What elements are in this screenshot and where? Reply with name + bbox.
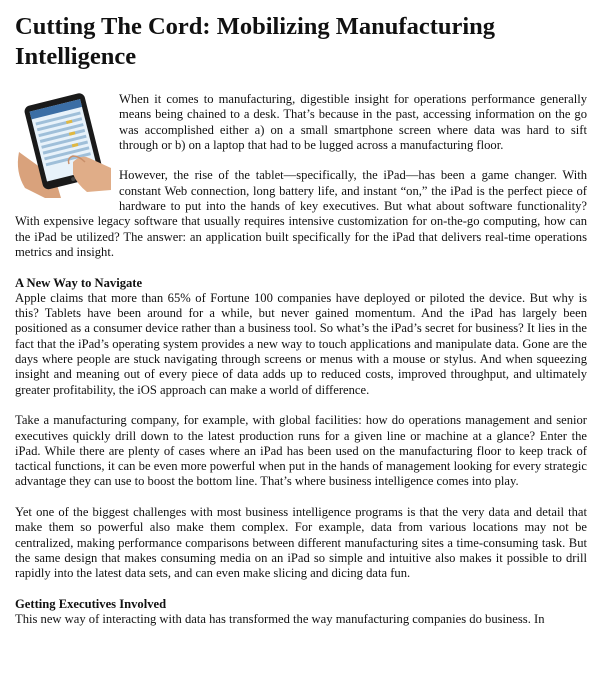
paragraph-4: Take a manufacturing company, for example, with global facilities: how do operations management and senior executives quickly drill down to the latest production runs for a given line or machine at a glance? Enter the iPad. While there are plenty of cases where an iPad has been used on the manufacturing floor to keep track of tactical functions, it can be even more powerful when put in the hands of management looking for every strategic advantage they can use to boost the bottom line. That’s where business intelligence comes into play. bbox=[15, 413, 587, 489]
paragraph-2: However, the rise of the tablet—specifically, the iPad—has been a game changer. With constant Web connection, long battery life, and instant “on,” the iPad is the perfect piece of hardware to put into the hands of key executives. But what about software functionality? With expensive legacy software that usually requires intensive customization for on-the-go computing, how can the iPad be utilized? The answer: an application built specifically for the iPad that delivers real-time operations metrics and insight. bbox=[15, 168, 587, 259]
section-heading-navigate: A New Way to Navigate bbox=[15, 275, 143, 290]
article-title: Cutting The Cord: Mobilizing Manufacturing Intelligence bbox=[15, 13, 496, 70]
section-heading-executives: Getting Executives Involved bbox=[15, 596, 167, 611]
article-body bbox=[15, 92, 587, 643]
paragraph-5: Yet one of the biggest challenges with most business intelligence programs is that the very data and detail that make them so powerful also make them complex. For example, data from various locations may not be centralized, making performance comparisons between different manufacturing sites a time-consuming task. But the same design that makes consuming media on an iPad so simple and intuitive also makes it possible to drill rapidly into the latest data sets, and can even make slicing and dicing data fun. bbox=[15, 505, 587, 581]
paragraph-6: This new way of interacting with data has transformed the way manufacturing companies do business. In bbox=[15, 612, 545, 627]
tablet-icon bbox=[15, 92, 111, 198]
paragraph-3: Apple claims that more than 65% of Fortune 100 companies have deployed or piloted the device. But why is this? Tablets have been around for a while, but never gained momentum. And the iPad has largely been positioned as a consumer device rather than a business tool. So what’s the iPad’s secret for business? It lies in the fact that the iPad’s operating system provides a new way to touch applications and manipulate data. Gone are the days where people are stuck navigating through screens or menus with a mouse or stylus. And when squeezing insight and meaning out of every piece of data adds up to reduced costs, improved throughput, and ultimately greater profitability, the iOS approach can make a world of difference. bbox=[15, 290, 587, 397]
tablet-in-hand-image bbox=[15, 92, 111, 198]
paragraph-1: When it comes to manufacturing, digestible insight for operations performance generally means being chained to a desk. That’s because in the past, accessing information on the go was accomplished either a) on a small smartphone screen where data was hard to sift through or b) on a laptop that had to be lugged across a manufacturing floor. bbox=[119, 92, 587, 152]
